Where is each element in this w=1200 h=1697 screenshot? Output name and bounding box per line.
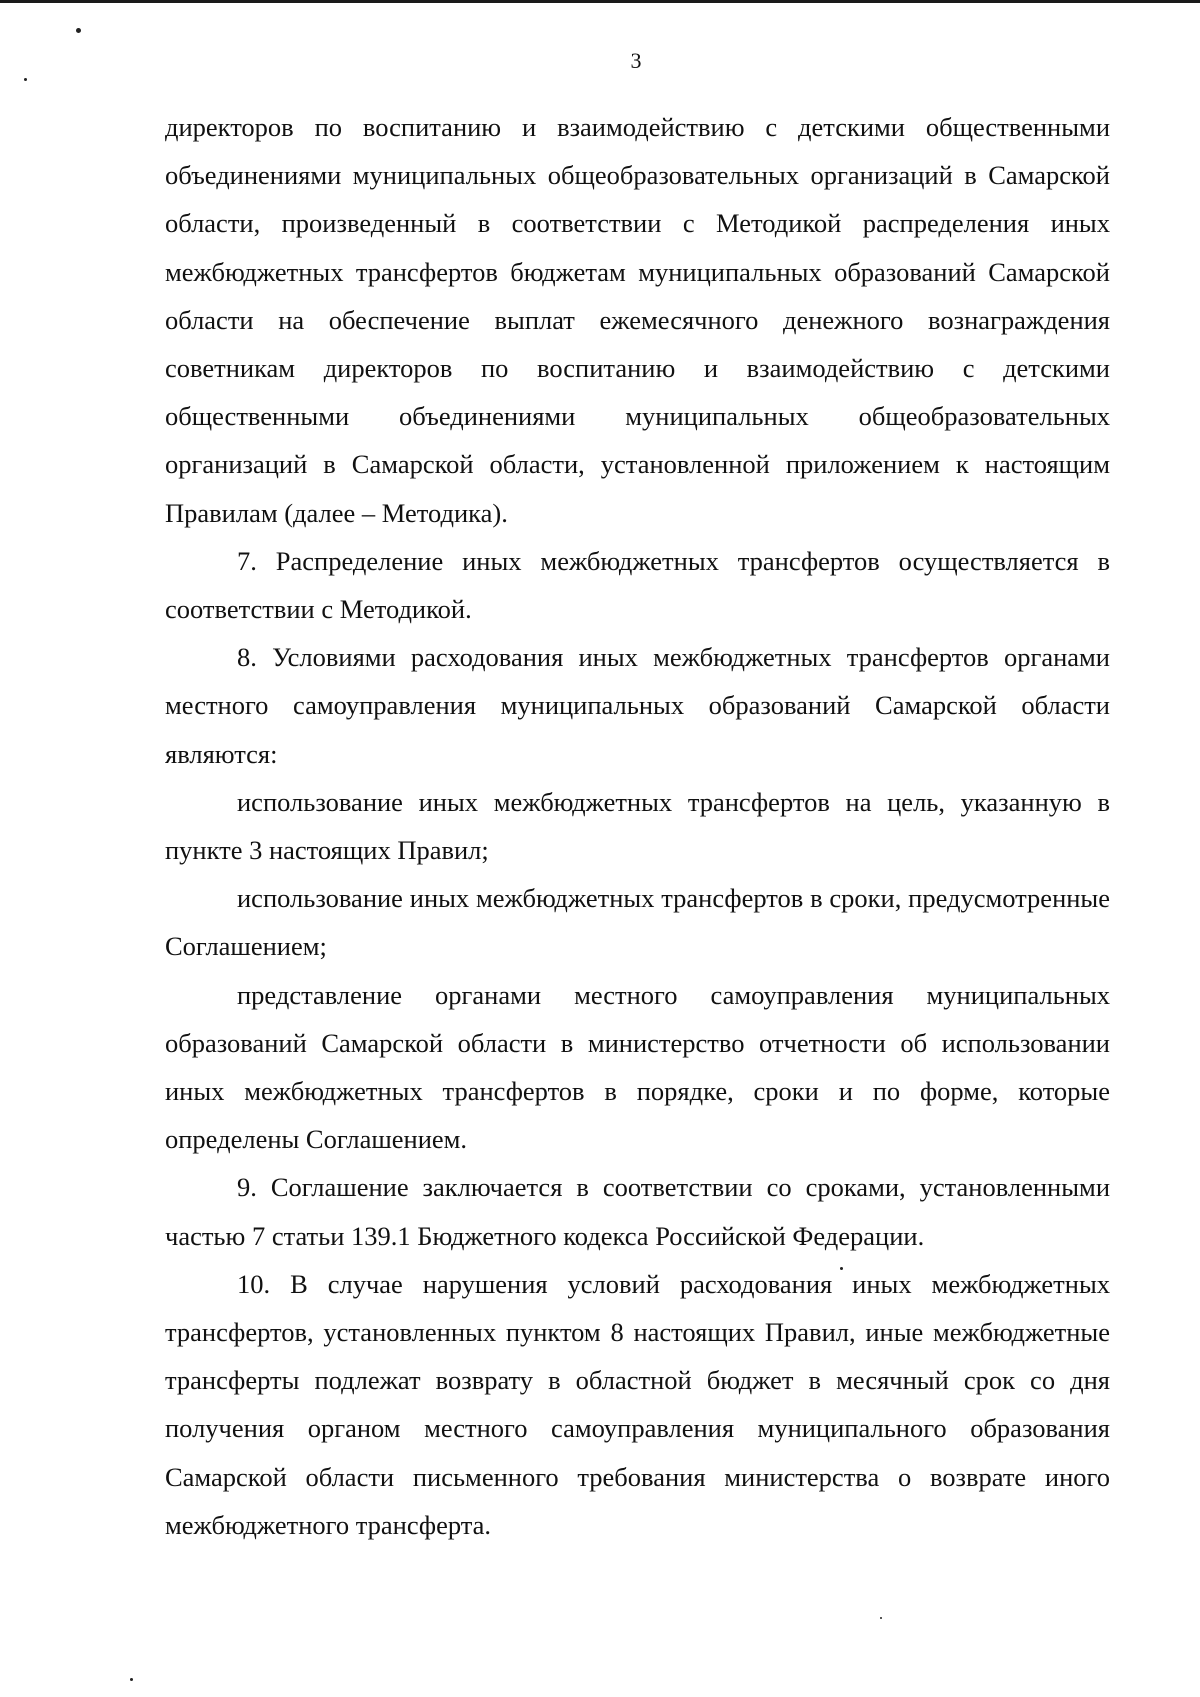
- scan-speck: [130, 1678, 133, 1681]
- scan-speck: [880, 1617, 882, 1619]
- scan-speck: [24, 78, 27, 81]
- scan-top-border: [0, 0, 1200, 3]
- paragraph-8-item-1: использование иных межбюджетных трансфертов на цель, указанную в пункте 3 настоящих Правил;: [165, 786, 1110, 866]
- paragraph-continuation: директоров по воспитанию и взаимодействию с детскими общественными объединениями муниципальных общеобразовательных организаций в Самарской области, произведенный в соответствии с Методикой распределения иных межбюджетных трансфертов бюджетам муниципальных образований Самарской области на обеспечение выплат ежемесячного денежного вознаграждения советникам директоров по воспитанию и взаимодействию с детскими общественными объединениями муниципальных общеобразовательных организаций в Самарской области, установленной приложением к настоящим Правилам (далее – Методика).: [165, 112, 1110, 528]
- paragraph-8-item-3: представление органами местного самоуправления муниципальных образований Самарской области в министерство отчетности об использовании иных межбюджетных трансфертов в порядке, сроки и по форме, которые определены Соглашением.: [165, 979, 1110, 1155]
- paragraph-8-item-2: использование иных межбюджетных трансфертов в сроки, предусмотренные Соглашением;: [165, 883, 1110, 962]
- paragraph-10: 10. В случае нарушения условий расходования иных межбюджетных трансфертов, установленных пунктом 8 настоящих Правил, иные межбюджетные трансферты подлежат возврату в областной бюджет в месячный срок со дня получения органом местного самоуправления муниципального образования Самарской области письменного требования министерства о возврате иного межбюджетного трансферта.: [165, 1268, 1110, 1540]
- paragraph-7: 7. Распределение иных межбюджетных трансфертов осуществляется в соответствии с Методикой.: [165, 545, 1110, 625]
- document-body: [165, 103, 1110, 1549]
- page-number: 3: [630, 48, 642, 73]
- scan-speck: [76, 28, 81, 33]
- paragraph-8: 8. Условиями расходования иных межбюджетных трансфертов органами местного самоуправления муниципальных образований Самарской области являются:: [165, 642, 1110, 769]
- paragraph-9: 9. Соглашение заключается в соответствии со сроками, установленными частью 7 статьи 139.1 Бюджетного кодекса Российской Федерации.: [165, 1172, 1110, 1251]
